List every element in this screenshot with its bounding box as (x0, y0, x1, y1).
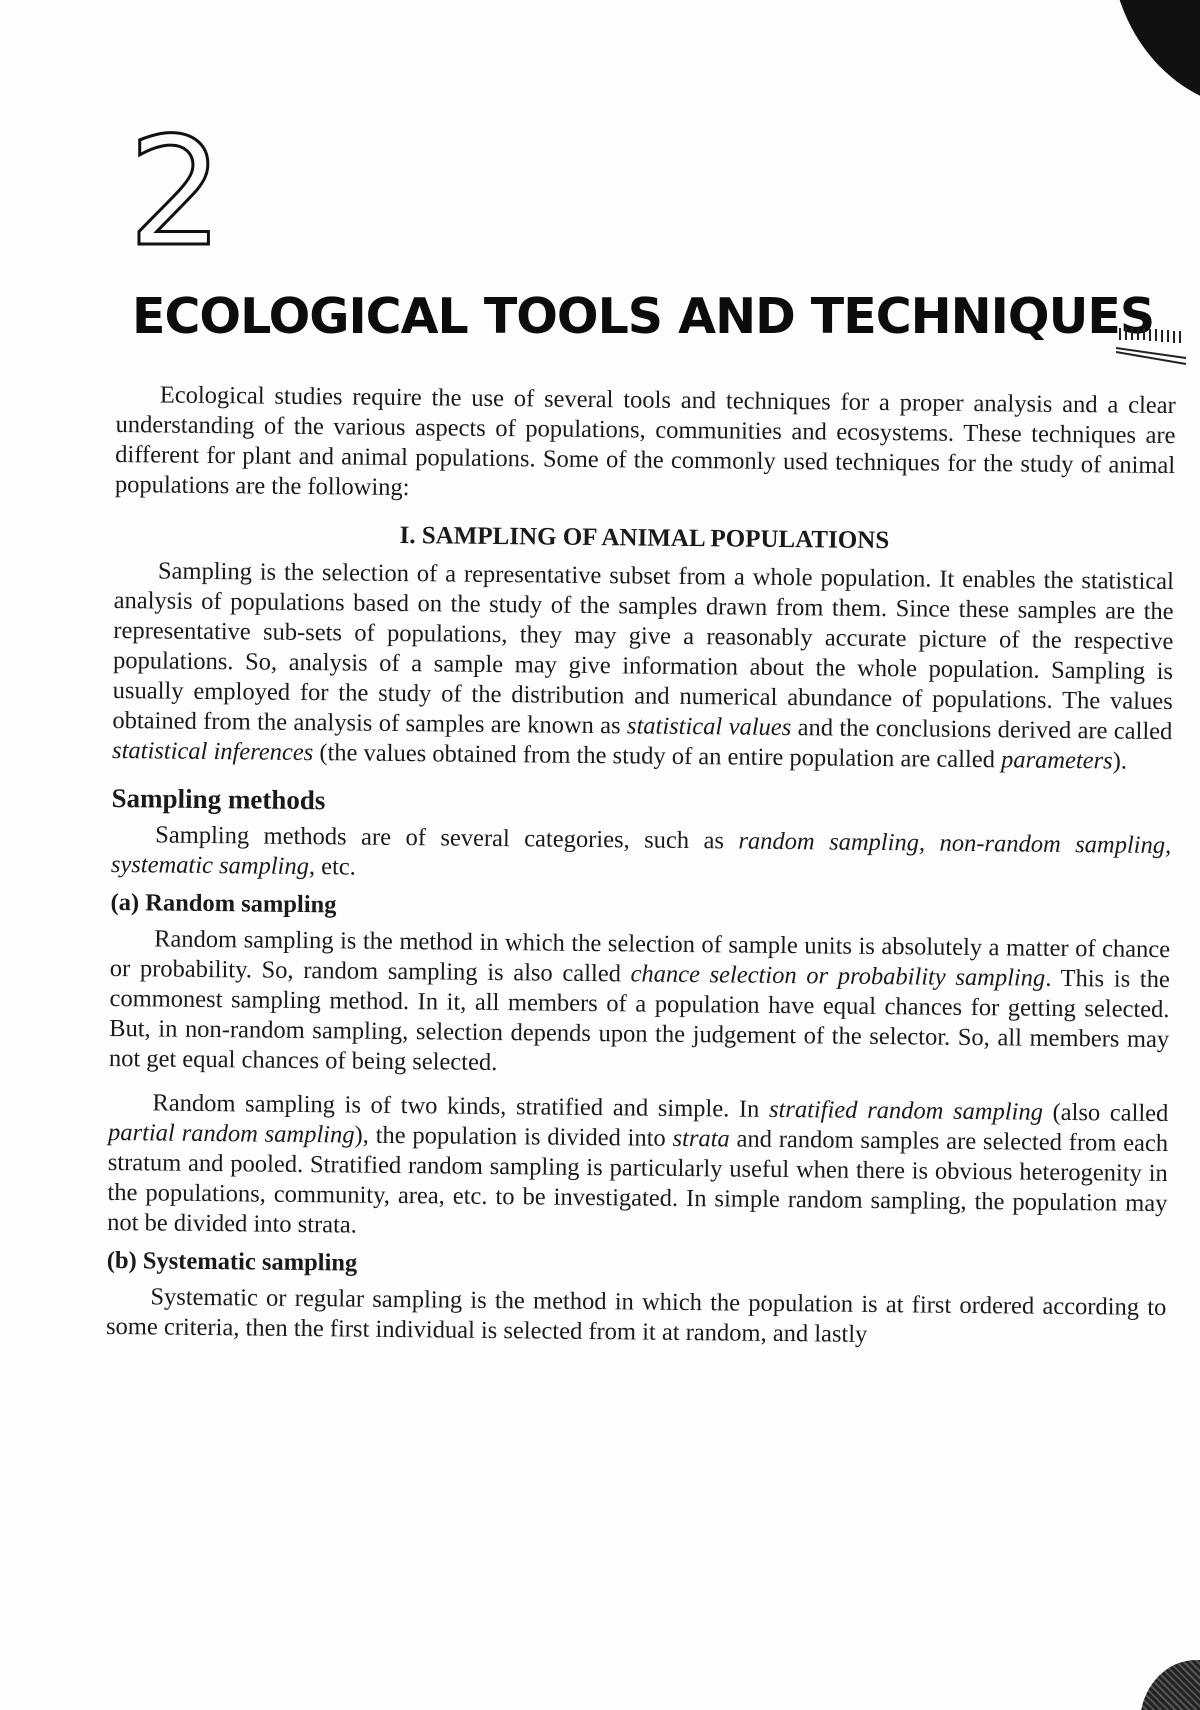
title-decoration (1116, 318, 1188, 378)
systematic-sampling-heading: (b) Systematic sampling (106, 1246, 358, 1277)
chapter-title: ECOLOGICAL TOOLS AND TECHNIQUES (132, 288, 1155, 345)
systematic-sampling-paragraph: Systematic or regular sampling is the method in which the population is at first ordered according to some criteria, then the first individual is selected from it at random, and lastly (105, 1283, 1167, 1348)
scan-shadow-bottom-right (1140, 1660, 1200, 1710)
sampling-methods-heading: Sampling methods (111, 782, 326, 816)
page-content (106, 380, 1176, 1353)
scan-shadow-top-right (1110, 0, 1200, 110)
chapter-number: 2 (128, 106, 224, 280)
sampling-paragraph: Sampling is the selection of a representative subset from a whole population. It enables the statistical analysis of populations based on the study of the samples drawn from them. Since these samples are the representative sub-sets of populations, they may give a reasonably accurate picture of the respective populations. So, analysis of a sample may give information about the whole population. Sampling is usually employed for the study of the distribution and numerical abundance of populations. The values obtained from the analysis of samples are known as statistical values and the conclusions derived are called statistical inferences (the values obtained from the study of an entire population are called parameters). (111, 557, 1175, 775)
random-sampling-paragraph-2: Random sampling is of two kinds, stratified and simple. In stratified random sampling (also called partial random sampling), the population is divided into strata and random samples are selected from each stratum and pooled. Stratified random sampling is particularly useful when there is obvious heterogenity in the populations, community, area, etc. to be investigated. In simple random sampling, the population may not be divided into strata. (107, 1089, 1169, 1239)
section-heading: I. SAMPLING OF ANIMAL POPULATIONS (399, 521, 890, 555)
random-sampling-paragraph-1: Random sampling is the method in which the selection of sample units is absolutely a matter of chance or probability. So, random sampling is also called chance selection or probability sampling. This is the commonest sampling method. In it, all members of a population have equal chances for getting selected. But, in non-random sampling, selection depends upon the judgement of the selector. So, all members may not get equal chances of being selected. (108, 925, 1171, 1077)
intro-paragraph: Ecological studies require the use of several tools and techniques for a proper analysis and a clear understanding of the various aspects of populations, communities and ecosystems. These techniques are different for plant and animal populations. Some of the commonly used techniques for the study of animal populations are the following: (114, 381, 1176, 502)
random-sampling-heading: (a) Random sampling (110, 888, 337, 919)
sampling-methods-paragraph: Sampling methods are of several categories, such as random sampling, non-random sampling, systematic sampling, etc. (110, 821, 1172, 881)
